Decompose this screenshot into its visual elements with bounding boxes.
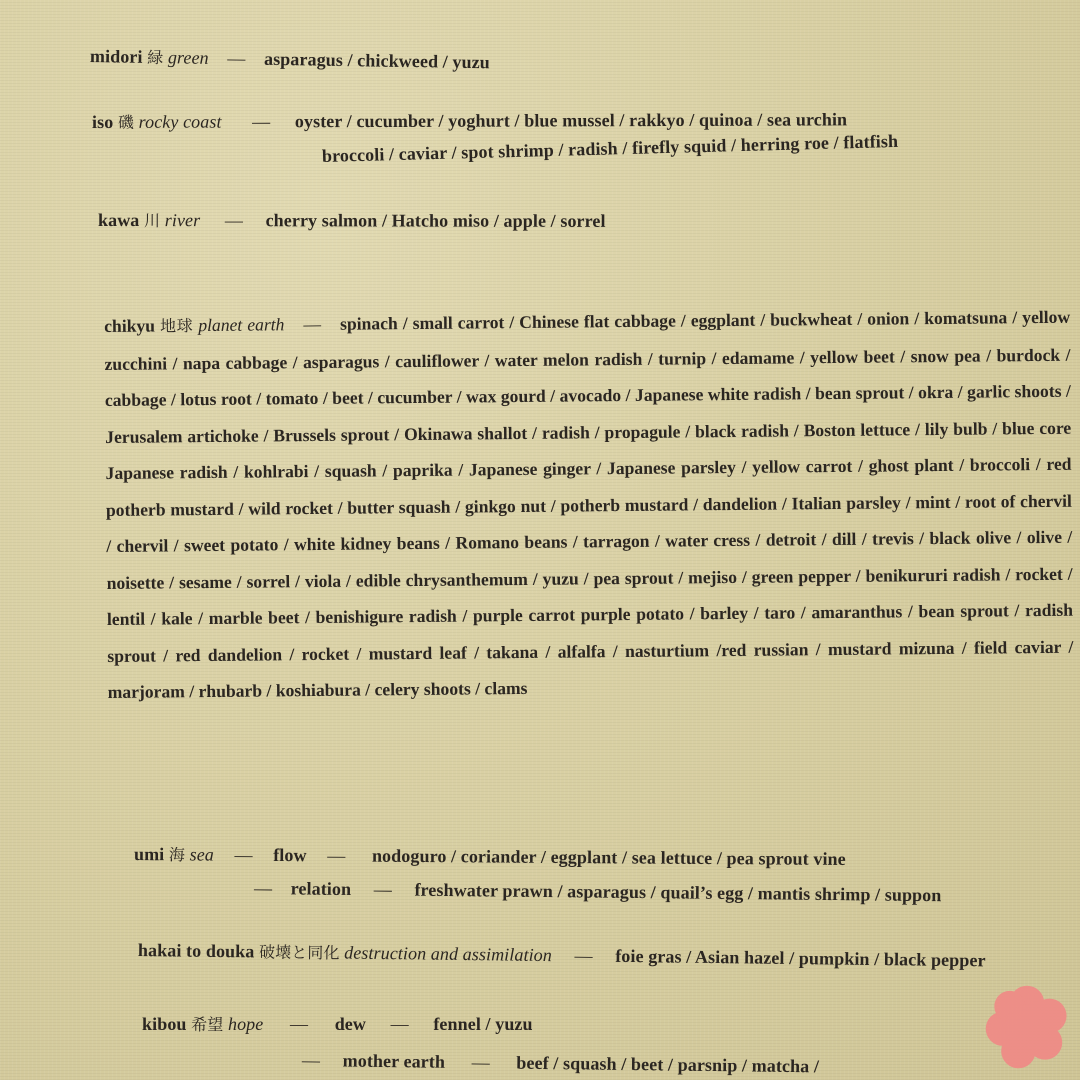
dash: — bbox=[227, 48, 246, 69]
dash: — bbox=[234, 844, 253, 865]
section-chikyu bbox=[104, 299, 1074, 711]
dash: — bbox=[471, 1052, 490, 1073]
section-kawa bbox=[98, 208, 606, 232]
section-english: river bbox=[164, 210, 201, 231]
section-name: chikyu bbox=[104, 315, 156, 336]
section-english: hope bbox=[227, 1014, 264, 1034]
section-umi bbox=[134, 842, 846, 870]
section-name: umi bbox=[133, 844, 165, 865]
dash: — bbox=[327, 845, 346, 866]
sub-items: fennel / yuzu bbox=[433, 1014, 533, 1034]
flower-icon bbox=[984, 984, 1070, 1070]
section-items-line-2: broccoli / caviar / spot shrimp / radish / firefly squid / herring roe / flatfish bbox=[321, 130, 899, 166]
dash: — bbox=[373, 879, 393, 900]
dash: — bbox=[574, 945, 593, 966]
dash: — bbox=[289, 1014, 309, 1034]
section-kanji: 川 bbox=[144, 211, 161, 231]
dash: — bbox=[303, 313, 322, 335]
section-items-line-1: oyster / cucumber / yoghurt / blue mussel / rakkyo / quinoa / sea urchin bbox=[294, 109, 848, 132]
section-english: planet earth bbox=[198, 314, 285, 336]
section-name: kawa bbox=[97, 210, 140, 231]
section-umi-relation bbox=[254, 878, 942, 906]
sub-label: mother earth bbox=[342, 1050, 446, 1072]
sub-items: nodoguro / coriander / eggplant / sea lettuce / pea sprout vine bbox=[371, 845, 846, 869]
sub-items: beef / squash / beet / parsnip / matcha / bbox=[516, 1052, 820, 1077]
sub-items: freshwater prawn / asparagus / quail’s egg / mantis shrimp / suppon bbox=[414, 879, 942, 906]
section-kanji: 磯 bbox=[117, 112, 135, 132]
section-name: iso bbox=[91, 111, 114, 132]
sub-label: dew bbox=[334, 1014, 366, 1034]
section-name: kibou bbox=[142, 1014, 187, 1034]
dash: — bbox=[224, 210, 243, 231]
section-kibou bbox=[142, 1012, 533, 1035]
section-name: hakai to douka bbox=[137, 940, 255, 962]
section-kanji: 希望 bbox=[191, 1015, 224, 1034]
section-kanji: 地球 bbox=[159, 316, 194, 336]
section-hakai bbox=[138, 938, 986, 971]
section-kibou-mother-earth bbox=[302, 1050, 819, 1077]
section-english: rocky coast bbox=[138, 111, 222, 132]
section-english: green bbox=[167, 47, 209, 68]
section-kanji: 緑 bbox=[147, 47, 164, 68]
sub-label: flow bbox=[273, 844, 307, 866]
dash: — bbox=[301, 1050, 321, 1071]
sub-label: relation bbox=[290, 878, 352, 900]
section-items: asparagus / chickweed / yuzu bbox=[263, 48, 491, 73]
section-items: cherry salmon / Hatcho miso / apple / sorrel bbox=[265, 210, 606, 231]
section-kanji: 海 bbox=[168, 845, 186, 865]
section-english: sea bbox=[189, 844, 215, 865]
section-items: foie gras / Asian hazel / pumpkin / black pepper bbox=[615, 945, 986, 971]
section-iso bbox=[92, 107, 847, 133]
section-iso-line-2 bbox=[322, 131, 899, 167]
dash: — bbox=[253, 878, 273, 899]
section-name: midori bbox=[89, 46, 143, 67]
dash: — bbox=[252, 111, 271, 132]
section-kanji: 破壊と同化 bbox=[258, 942, 340, 963]
section-items: spinach / small carrot / Chinese flat cabbage / eggplant / buckwheat / onion / komatsuna / yellow zucchini / napa cabbage / asparagus / cauliflower / water melon radish / turnip / edamame / yellow beet / snow pea / burdock / cabbage / lotus root / tomato / beet / cucumber / wax gourd / avocado / Japanese white radish / bean sprout / okra / garlic shoots / Jerusalem artichoke / Brussels sprout / Okinawa shallot / radish / propagule / black radish / Boston lettuce / lily bulb / blue core Japanese radish / kohlrabi / squash / paprika / Japanese ginger / Japanese parsley / yellow carrot / ghost plant / broccoli / red potherb mustard / wild rocket / butter squash / ginkgo nut / potherb mustard / dandelion / Italian parsley / mint / root of chervil / chervil / sweet potato / white kidney beans / Romano beans / tarragon / water cress / detroit / dill / trevis / black olive / olive / noisette / sesame / sorrel / viola / edible chrysanthemum / yuzu / pea sprout / mejiso / green pepper / benikururi radish / rocket / lentil / kale / marble beet / benishigure radish / purple carrot purple potato / barley / taro / amaranthus / bean sprout / radish sprout / red dandelion / rocket / mustard leaf / takana / alfalfa / nasturtium /red russian / mustard mizuna / field caviar / marjoram / rhubarb / koshiabura / celery shoots / clams bbox=[104, 306, 1074, 702]
section-midori bbox=[90, 44, 490, 73]
dash: — bbox=[390, 1014, 409, 1034]
section-english: destruction and assimilation bbox=[344, 942, 553, 966]
